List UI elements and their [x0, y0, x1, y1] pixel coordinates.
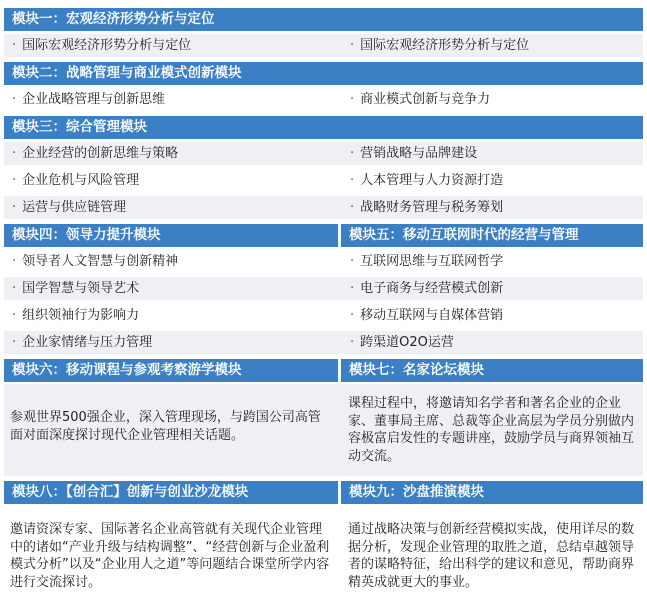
list-item: · 领导者人文智慧与创新精神: [12, 254, 179, 269]
table-row: [4, 304, 643, 327]
module-9-header: [341, 481, 643, 504]
table-row: [4, 196, 643, 219]
module-6-header: [4, 359, 338, 382]
module-8-header: [4, 481, 338, 504]
list-item: · 企业家情绪与压力管理: [12, 335, 153, 350]
module-4-title: 模块四：领导力提升模块: [12, 227, 161, 243]
module-7-title: 模块七：名家论坛模块: [349, 362, 484, 378]
list-item: · 企业经营的创新思维与策略: [12, 146, 179, 161]
module-2-header: [4, 62, 643, 85]
list-item: · 战略财务管理与税务筹划: [350, 200, 504, 215]
module-7-text: 课程过程中，将邀请知名学者和著名企业的企业家、董事局主席、总裁等企业高层为学员分别做内容极富启发性的专题讲座，鼓励学员与商界领袖互动交流。: [348, 396, 635, 464]
module-5-header: [341, 224, 643, 247]
module-1-title: 模块一：宏观经济形势分析与定位: [12, 11, 215, 27]
module-2-title: 模块二：战略管理与商业模式创新模块: [12, 65, 242, 81]
module-3-header: [4, 116, 643, 139]
list-item: · 跨渠道O2O运营: [350, 335, 454, 350]
list-item: · 互联网思维与互联网哲学: [350, 254, 504, 269]
module-5-title: 模块五：移动互联网时代的经营与管理: [349, 227, 579, 243]
list-item: · 电子商务与经营模式创新: [350, 281, 504, 296]
table-row: [4, 331, 643, 354]
list-item: · 国际宏观经济形势分析与定位: [12, 38, 192, 53]
module-8-title: 模块八：【创合汇】创新与创业沙龙模块: [12, 484, 249, 500]
table-row: [4, 34, 643, 57]
list-item: · 人本管理与人力资源打造: [350, 173, 504, 188]
module-6-text: 参观世界500强企业，深入管理现场，与跨国公司高管面对面深度探讨现代企业管理相关话题。: [10, 410, 321, 443]
module-1-header: [4, 8, 643, 31]
list-item: · 国际宏观经济形势分析与定位: [350, 38, 530, 53]
table-row: [4, 250, 643, 273]
module-9-title: 模块九：沙盘推演模块: [349, 484, 484, 500]
list-item: · 移动互联网与自媒体营销: [350, 308, 504, 323]
module-6-title: 模块六：移动课程与参观考察游学模块: [12, 362, 242, 378]
module-8-text: 邀请资深专家、国际著名企业高管就有关现代企业管理中的诸如“产业升级与结构调整”、“经营创新与企业盈利模式分析”以及“企业用人之道”等问题结合课堂所学内容进行交流探讨。: [10, 522, 330, 590]
list-item: · 商业模式创新与竞争力: [350, 92, 491, 107]
list-item: · 企业危机与风险管理: [12, 173, 140, 188]
list-item: · 企业战略管理与创新思维: [12, 92, 166, 107]
list-item: · 运营与供应链管理: [12, 200, 127, 215]
table-row: [4, 169, 643, 192]
module-4-header: [4, 224, 338, 247]
table-row: [4, 88, 643, 111]
table-row: [4, 142, 643, 165]
list-item: · 营销战略与品牌建设: [350, 146, 478, 161]
module-9-text: 通过战略决策与创新经营模拟实战，使用详尽的数据分析，发现企业管理的取胜之道，总结卓越领导者的谋略特征，给出科学的建议和意见，帮助商界精英成就更大的事业。: [348, 522, 635, 590]
list-item: · 组织领袖行为影响力: [12, 308, 140, 323]
table-row: [4, 277, 643, 300]
list-item: · 国学智慧与领导艺术: [12, 281, 140, 296]
module-7-header: [341, 359, 643, 382]
module-3-title: 模块三：综合管理模块: [12, 119, 147, 135]
